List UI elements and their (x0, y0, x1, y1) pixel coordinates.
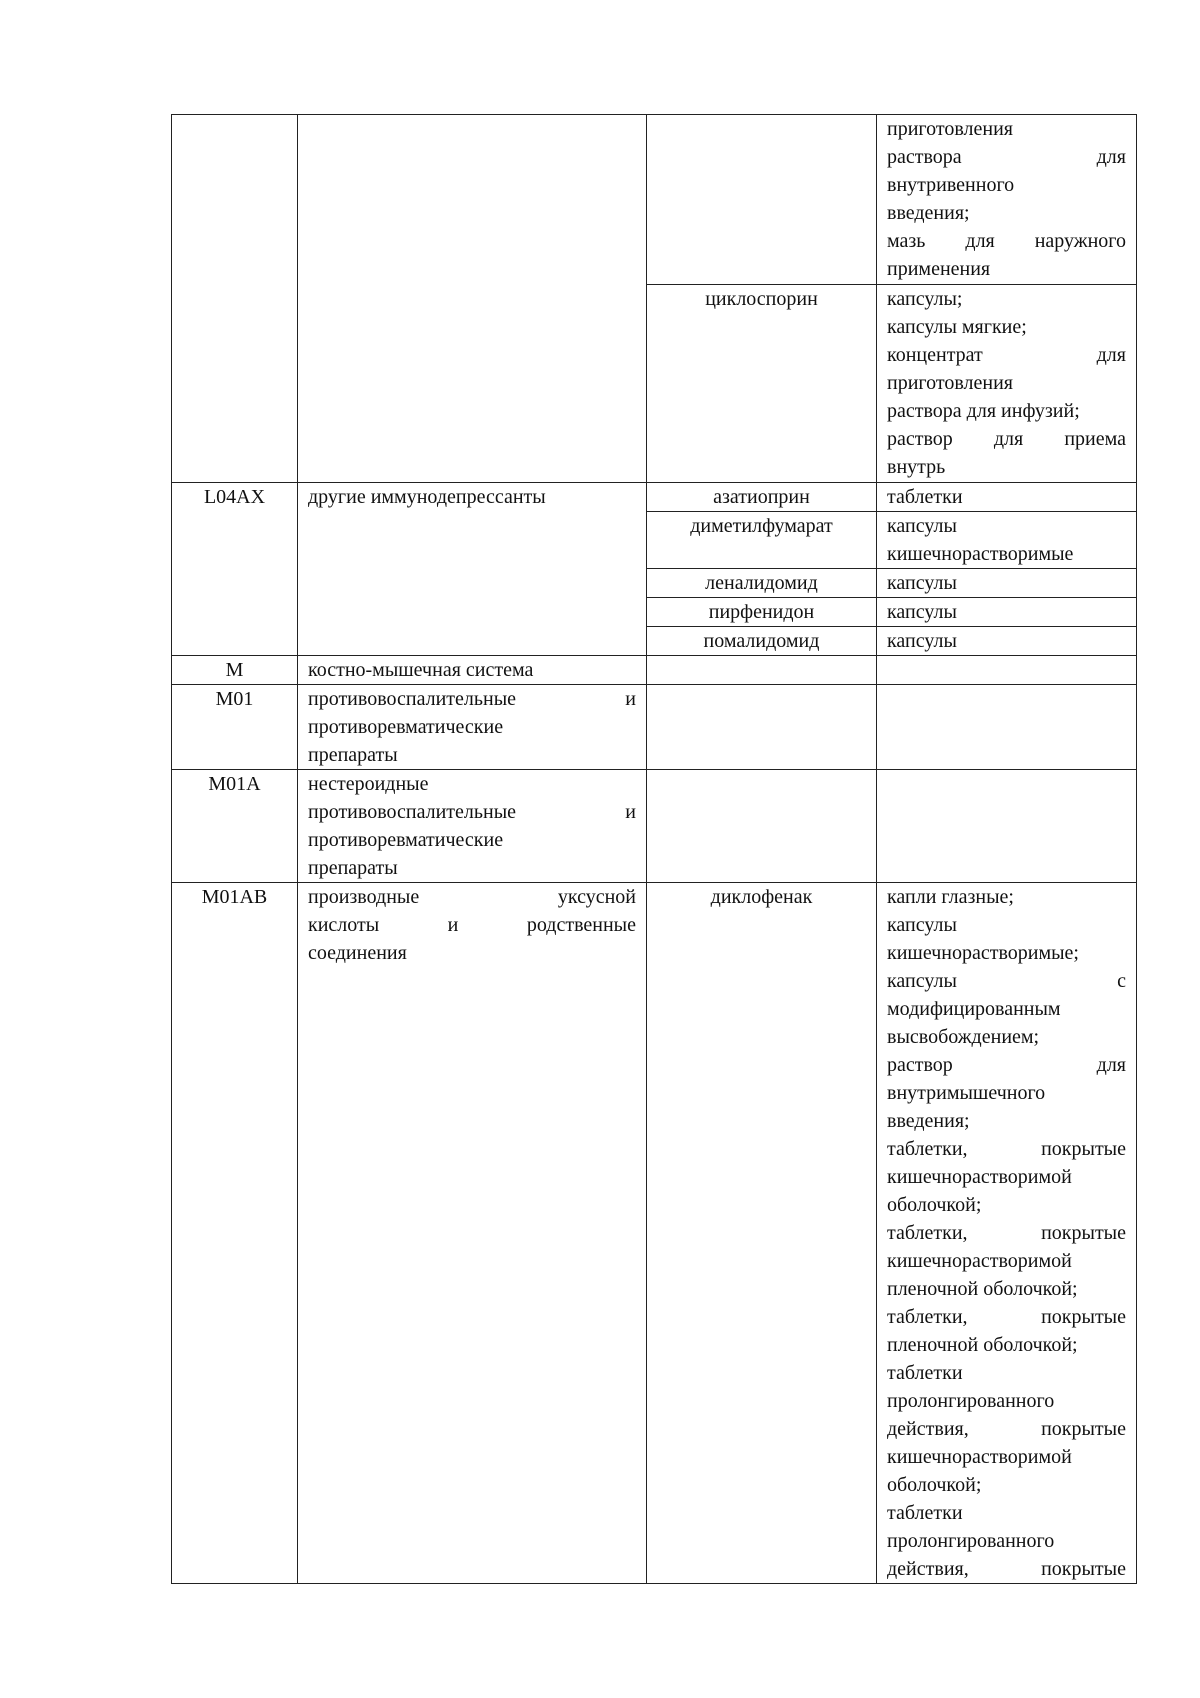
atc-group-line: нестероидные (308, 773, 429, 795)
dosage-form-line: капсулы (887, 601, 957, 623)
dosage-form-line: капсулы (887, 914, 957, 936)
dosage-form-line: высвобождением; (887, 1026, 1040, 1048)
dosage-form-cell (877, 656, 1137, 685)
atc-group-cell (298, 770, 647, 883)
table-row (172, 115, 1137, 285)
drug-name-cell: диклофенак (647, 883, 877, 1584)
drug-name-cell (647, 115, 877, 285)
dosage-form-line: модифицированным (887, 998, 1061, 1020)
drug-name-cell: леналидомид (647, 569, 877, 598)
dosage-form-line: пленочной оболочкой; (887, 1334, 1078, 1356)
dosage-form-line: концентрат для (887, 344, 1126, 366)
atc-group-line: производные уксусной (308, 886, 636, 908)
dosage-form-line: кишечнорастворимой (887, 1166, 1072, 1188)
dosage-form-cell (877, 285, 1137, 483)
drug-name-cell: пирфенидон (647, 598, 877, 627)
dosage-form-line: внутримышечного (887, 1082, 1046, 1104)
dosage-form-line: раствора для (887, 146, 1126, 168)
table-row (172, 770, 1137, 883)
dosage-form-cell (877, 512, 1137, 569)
atc-group-line: препараты (308, 857, 398, 879)
table-row (172, 685, 1137, 770)
dosage-form-line: таблетки (887, 1362, 963, 1384)
dosage-form-line: таблетки (887, 1502, 963, 1524)
dosage-form-cell (877, 685, 1137, 770)
dosage-form-line: действия, покрытые (887, 1558, 1126, 1580)
dosage-form-line: внутрь (887, 456, 946, 478)
atc-group-cell (298, 483, 647, 656)
dosage-form-line: раствора для инфузий; (887, 400, 1080, 422)
dosage-form-cell (877, 770, 1137, 883)
drug-name-cell: циклоспорин (647, 285, 877, 483)
drug-name-cell (647, 656, 877, 685)
atc-code-cell: M (172, 656, 298, 685)
dosage-form-line: мазь для наружного (887, 230, 1126, 252)
atc-group-cell (298, 685, 647, 770)
dosage-form-line: кишечнорастворимые (887, 543, 1074, 565)
drug-name-cell: азатиоприн (647, 483, 877, 512)
dosage-form-cell (877, 115, 1137, 285)
dosage-form-cell (877, 483, 1137, 512)
dosage-form-line: таблетки (887, 486, 963, 508)
dosage-form-line: раствор для (887, 1054, 1126, 1076)
dosage-form-line: капсулы; (887, 288, 963, 310)
atc-group-line: другие иммунодепрессанты (308, 486, 546, 508)
dosage-form-line: приготовления (887, 372, 1013, 394)
dosage-form-line: внутривенного (887, 174, 1015, 196)
drug-name-cell: помалидомид (647, 627, 877, 656)
dosage-form-line: введения; (887, 202, 970, 224)
dosage-form-line: капсулы мягкие; (887, 316, 1027, 338)
dosage-form-line: капсулы (887, 572, 957, 594)
dosage-form-cell (877, 569, 1137, 598)
dosage-form-line: оболочкой; (887, 1474, 982, 1496)
dosage-form-line: кишечнорастворимой (887, 1250, 1072, 1272)
atc-code-cell: M01AB (172, 883, 298, 1584)
dosage-form-line: введения; (887, 1110, 970, 1132)
atc-group-line: противоревматические (308, 716, 504, 738)
dosage-form-line: пролонгированного (887, 1530, 1055, 1552)
atc-code-cell: M01A (172, 770, 298, 883)
dosage-form-line: таблетки, покрытые (887, 1306, 1126, 1328)
dosage-form-line: приготовления (887, 118, 1013, 140)
atc-group-cell (298, 883, 647, 1584)
drug-list-table (171, 114, 1137, 1584)
drug-name-cell (647, 685, 877, 770)
dosage-form-line: капсулы (887, 515, 957, 537)
atc-group-line: костно-мышечная система (308, 659, 534, 681)
dosage-form-line: капсулы с (887, 970, 1126, 992)
drug-name-cell (647, 770, 877, 883)
atc-code-cell: M01 (172, 685, 298, 770)
dosage-form-line: раствор для приема (887, 428, 1126, 450)
dosage-form-cell (877, 883, 1137, 1584)
dosage-form-cell (877, 627, 1137, 656)
atc-group-line: противовоспалительные и (308, 688, 636, 710)
atc-group-line: противовоспалительные и (308, 801, 636, 823)
dosage-form-line: применения (887, 258, 991, 280)
dosage-form-line: кишечнорастворимые; (887, 942, 1079, 964)
table-row (172, 883, 1137, 1584)
atc-group-line: препараты (308, 744, 398, 766)
dosage-form-line: пролонгированного (887, 1390, 1055, 1412)
dosage-form-line: капли глазные; (887, 886, 1014, 908)
dosage-form-line: кишечнорастворимой (887, 1446, 1072, 1468)
dosage-form-line: оболочкой; (887, 1194, 982, 1216)
atc-group-cell (298, 656, 647, 685)
atc-group-cell (298, 115, 647, 483)
atc-group-line: кислоты и родственные (308, 914, 636, 936)
atc-group-line: противоревматические (308, 829, 504, 851)
table-row (172, 656, 1137, 685)
atc-group-line: соединения (308, 942, 407, 964)
atc-code-cell (172, 115, 298, 483)
dosage-form-line: капсулы (887, 630, 957, 652)
dosage-form-line: действия, покрытые (887, 1418, 1126, 1440)
dosage-form-line: таблетки, покрытые (887, 1222, 1126, 1244)
drug-name-cell: диметилфумарат (647, 512, 877, 569)
dosage-form-cell (877, 598, 1137, 627)
dosage-form-line: таблетки, покрытые (887, 1138, 1126, 1160)
atc-code-cell: L04AX (172, 483, 298, 656)
table-row (172, 483, 1137, 512)
dosage-form-line: пленочной оболочкой; (887, 1278, 1078, 1300)
